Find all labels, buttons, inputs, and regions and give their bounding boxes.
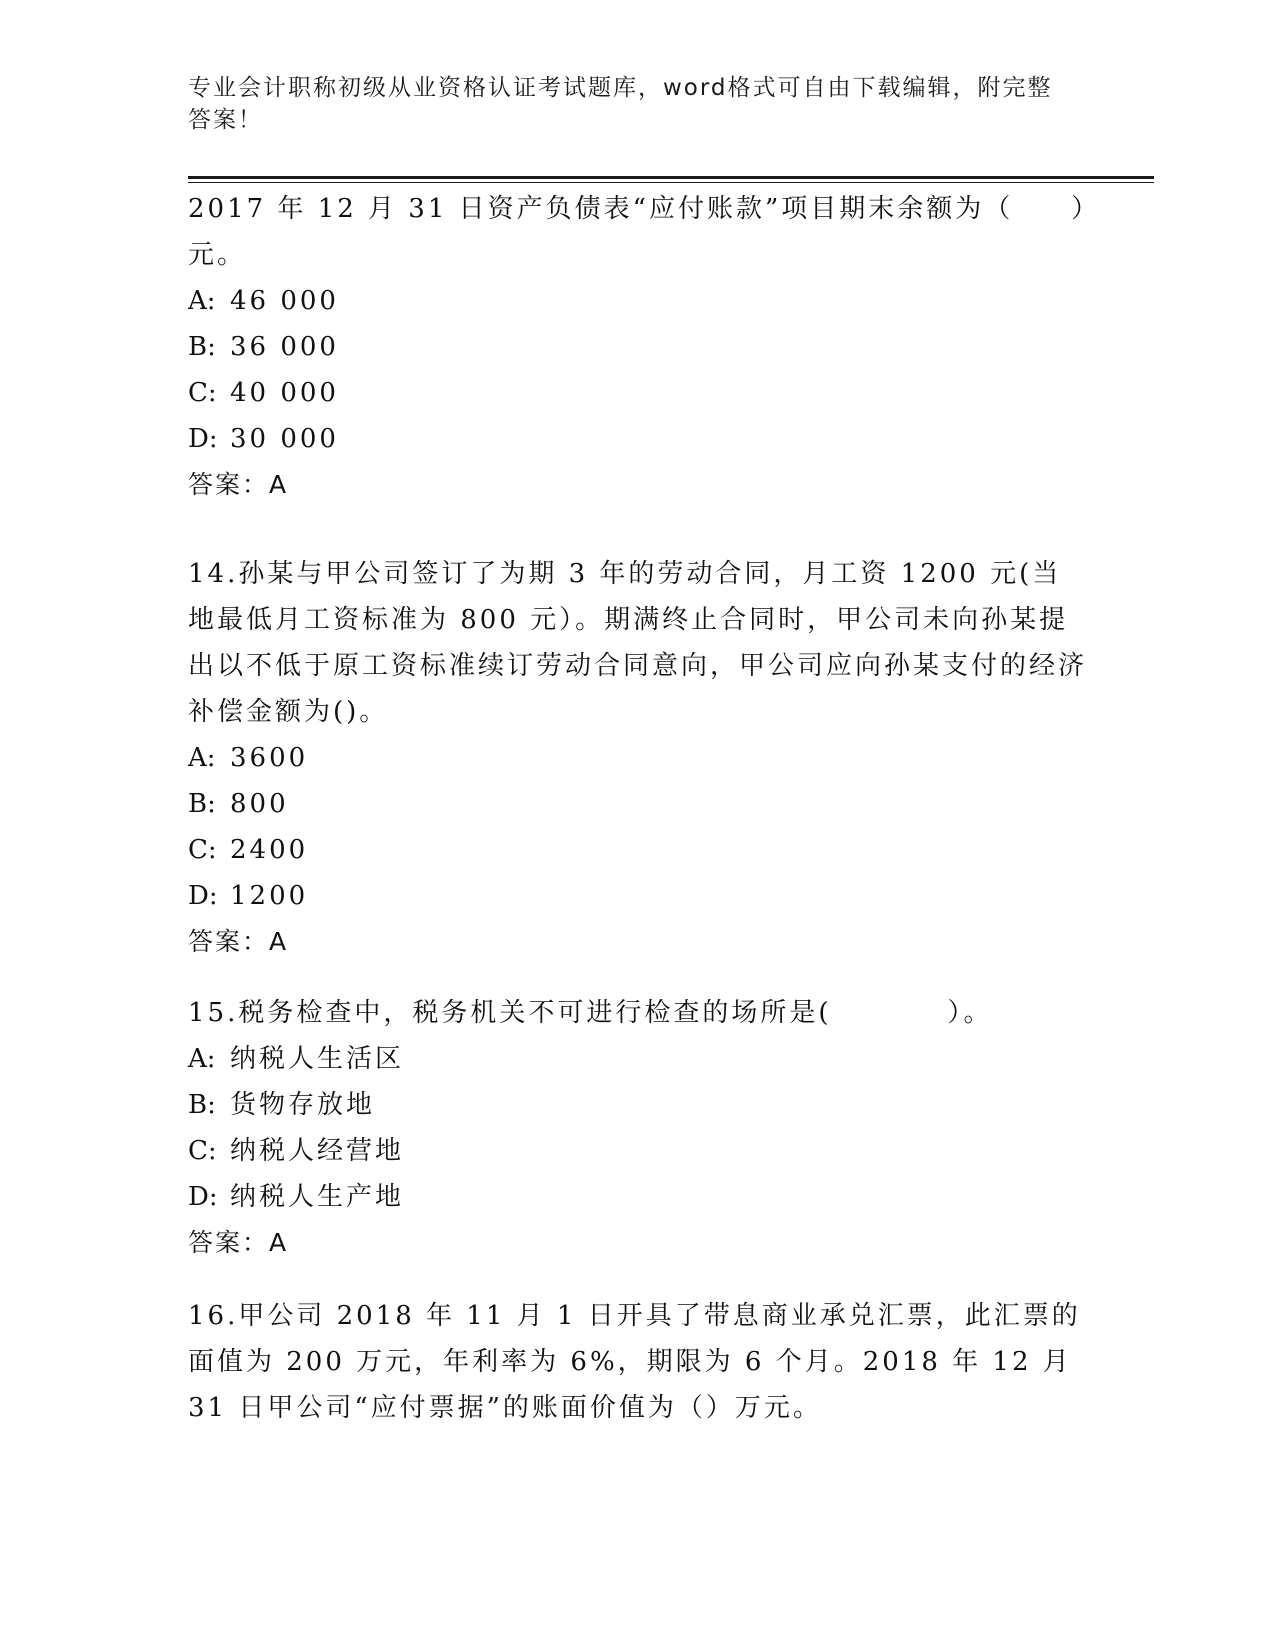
- page-header: 专业会计职称初级从业资格认证考试题库，word格式可自由下载编辑，附完整答案！: [188, 75, 1053, 133]
- question-text: 2017 年 12 月 31 日资产负债表“应付账款”项目期末余额为（ ）元。: [188, 194, 1088, 270]
- option-b: [188, 1082, 1088, 1128]
- option-a: [188, 735, 1088, 781]
- option-label: D:: [188, 1182, 218, 1212]
- answer: 答案：A: [188, 470, 289, 499]
- option-d: [188, 416, 1088, 462]
- option-value: 货物存放地: [230, 1090, 376, 1120]
- option-value: 40 000: [230, 378, 339, 408]
- option-value: 纳税人生活区: [230, 1044, 405, 1074]
- header-divider-thin: [188, 182, 1154, 183]
- option-label: A:: [188, 1044, 216, 1074]
- option-d: [188, 873, 1088, 919]
- option-value: 1200: [230, 881, 309, 911]
- option-a: [188, 278, 1088, 324]
- question-14: [188, 551, 1088, 965]
- answer: 答案：A: [188, 1228, 289, 1257]
- option-label: C:: [188, 835, 217, 865]
- question-16: [188, 1293, 1088, 1431]
- option-label: A:: [188, 743, 216, 773]
- option-value: 纳税人生产地: [230, 1182, 405, 1212]
- question-15: [188, 990, 1088, 1266]
- question-13: [188, 186, 1088, 508]
- header-divider: [188, 176, 1154, 179]
- option-label: B:: [188, 332, 216, 362]
- question-text: 16.甲公司 2018 年 11 月 1 日开具了带息商业承兑汇票，此汇票的面值为 200 万元，年利率为 6%，期限为 6 个月。2018 年 12 月 31 日甲公司“应付票据”的账面价值为（）万元。: [188, 1301, 1081, 1423]
- option-b: [188, 324, 1088, 370]
- answer: 答案：A: [188, 927, 289, 956]
- question-text: 15.税务检查中，税务机关不可进行检查的场所是( ）。: [188, 998, 993, 1028]
- option-label: B:: [188, 789, 216, 819]
- option-label: D:: [188, 424, 218, 454]
- option-label: C:: [188, 378, 217, 408]
- option-c: [188, 827, 1088, 873]
- option-d: [188, 1174, 1088, 1220]
- option-c: [188, 1128, 1088, 1174]
- option-label: D:: [188, 881, 218, 911]
- option-value: 纳税人经营地: [230, 1136, 405, 1166]
- option-c: [188, 370, 1088, 416]
- option-a: [188, 1036, 1088, 1082]
- question-text: 14.孙某与甲公司签订了为期 3 年的劳动合同，月工资 1200 元(当地最低月工资标准为 800 元）。期满终止合同时，甲公司未向孙某提出以不低于原工资标准续订劳动合同意向，甲公司应向孙某支付的经济补偿金额为()。: [188, 559, 1088, 727]
- option-value: 3600: [230, 743, 309, 773]
- option-label: A:: [188, 286, 216, 316]
- option-value: 46 000: [230, 286, 339, 316]
- option-label: B:: [188, 1090, 216, 1120]
- option-label: C:: [188, 1136, 217, 1166]
- option-value: 2400: [230, 835, 309, 865]
- option-b: [188, 781, 1088, 827]
- option-value: 30 000: [230, 424, 339, 454]
- option-value: 36 000: [230, 332, 339, 362]
- option-value: 800: [230, 789, 289, 819]
